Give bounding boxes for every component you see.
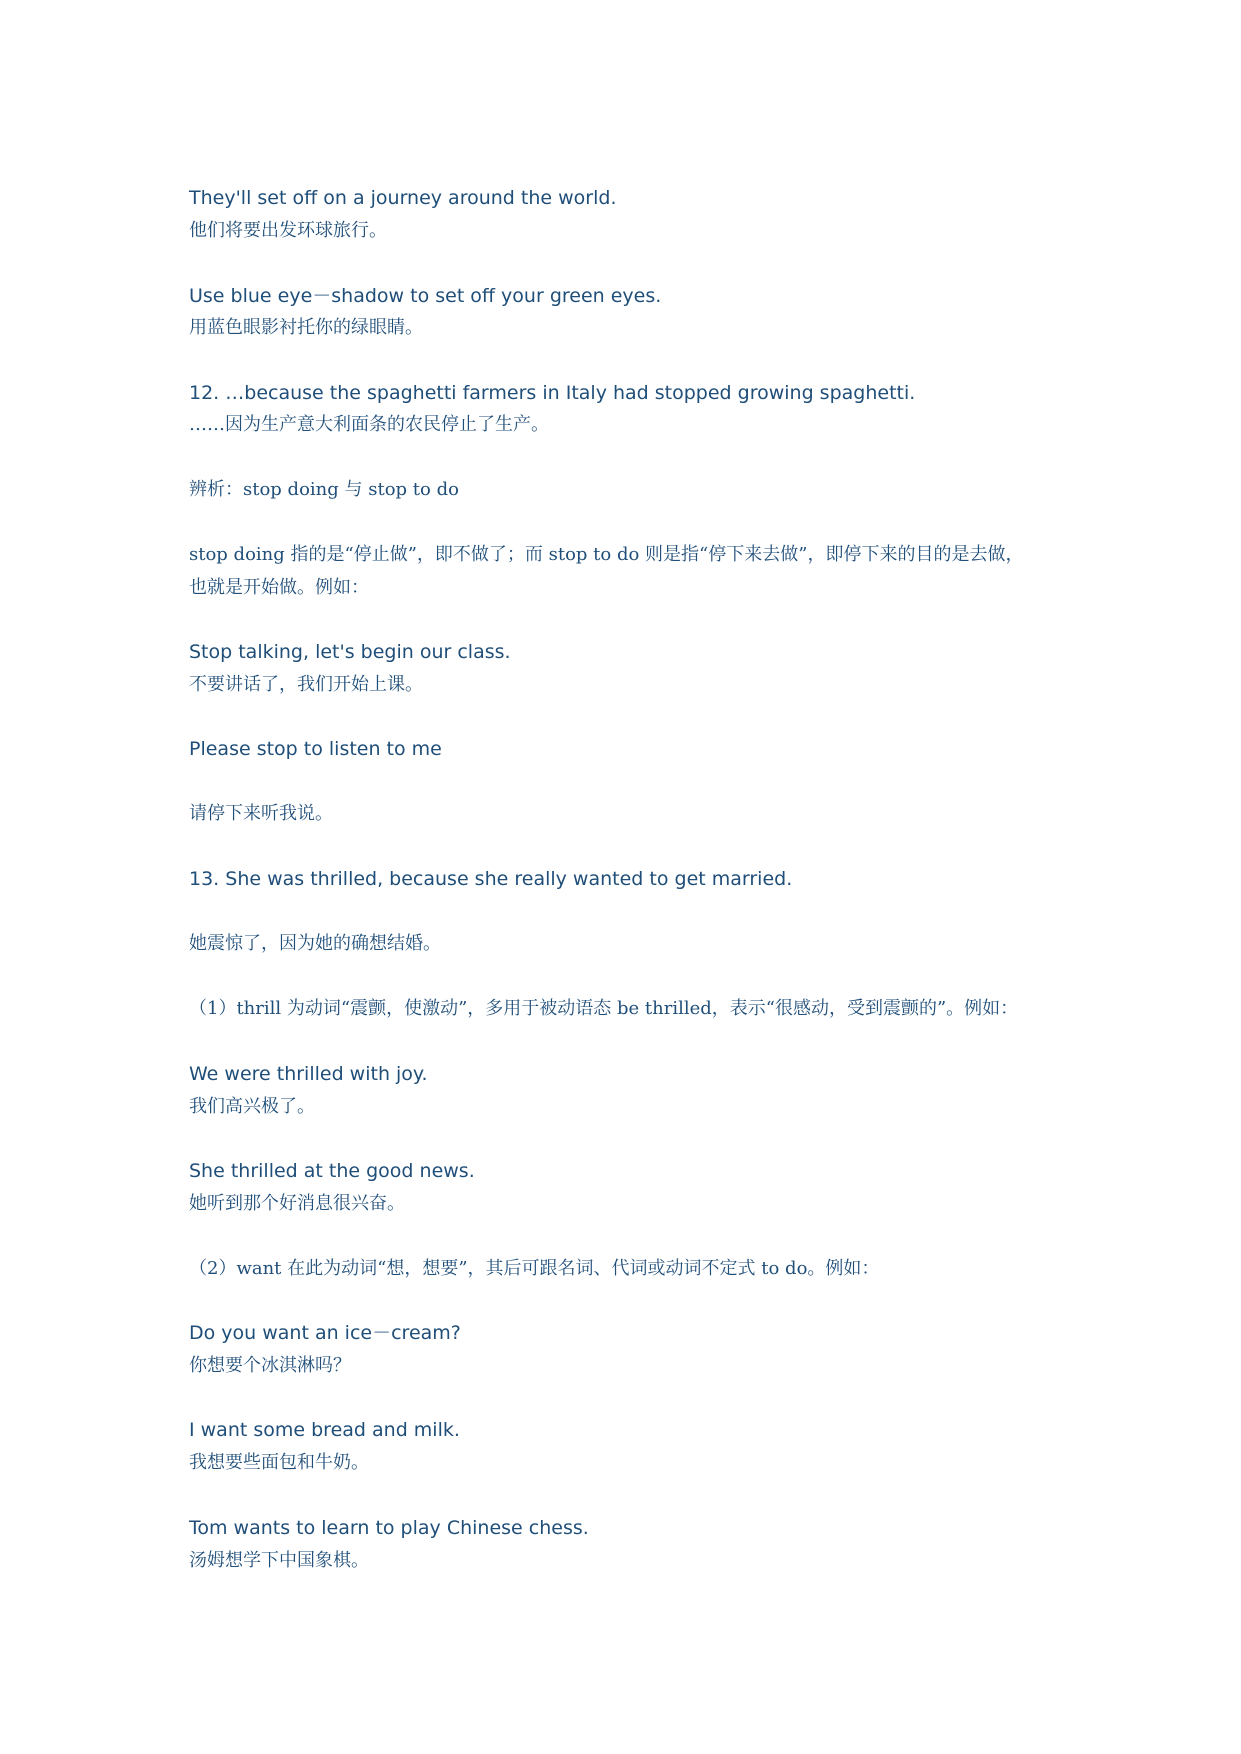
text-line: 用蓝色眼影衬托你的绿眼睛。 — [189, 317, 423, 338]
text-line: 也就是开始做。例如： — [189, 577, 369, 598]
text-line: 我想要些面包和牛奶。 — [189, 1452, 369, 1473]
text-line: Tom wants to learn to play Chinese chess. — [189, 1517, 589, 1539]
text-line: 请停下来听我说。 — [189, 803, 333, 824]
text-line: They'll set off on a journey around the world. — [189, 187, 617, 209]
text-line: Use blue eye－shadow to set off your green eyes. — [189, 285, 662, 307]
text-line: 她震惊了，因为她的确想结婚。 — [189, 933, 441, 954]
text-line: 12. …because the spaghetti farmers in Italy had stopped growing spaghetti. — [189, 382, 916, 404]
text-line: 汤姆想学下中国象棋。 — [189, 1550, 369, 1571]
text-line: 我们高兴极了。 — [189, 1096, 315, 1117]
text-line: ……因为生产意大利面条的农民停止了生产。 — [189, 414, 549, 435]
text-line: Please stop to listen to me — [189, 738, 442, 760]
text-line: （1）thrill 为动词“震颤，使激动”，多用于被动语态 be thrilled，表示“很感动，受到震颤的”。例如： — [189, 998, 1019, 1019]
text-line: 他们将要出发环球旅行。 — [189, 220, 387, 241]
text-line: 你想要个冰淇淋吗？ — [189, 1355, 351, 1376]
text-line: （2）want 在此为动词“想，想要”，其后可跟名词、代词或动词不定式 to do。例如： — [189, 1258, 880, 1279]
text-line: 13. She was thrilled, because she really wanted to get married. — [189, 868, 793, 890]
text-line: 她听到那个好消息很兴奋。 — [189, 1193, 405, 1214]
text-line: She thrilled at the good news. — [189, 1160, 475, 1182]
text-line: 辨析：stop doing 与 stop to do — [189, 479, 459, 500]
text-line: We were thrilled with joy. — [189, 1063, 428, 1085]
text-line: Stop talking, let's begin our class. — [189, 641, 511, 663]
text-line: Do you want an ice－cream? — [189, 1322, 461, 1344]
text-line: 不要讲话了，我们开始上课。 — [189, 674, 423, 695]
text-line: I want some bread and milk. — [189, 1419, 460, 1441]
text-line: stop doing 指的是“停止做”，即不做了；而 stop to do 则是指“停下来去做”，即停下来的目的是去做， — [189, 544, 1024, 565]
